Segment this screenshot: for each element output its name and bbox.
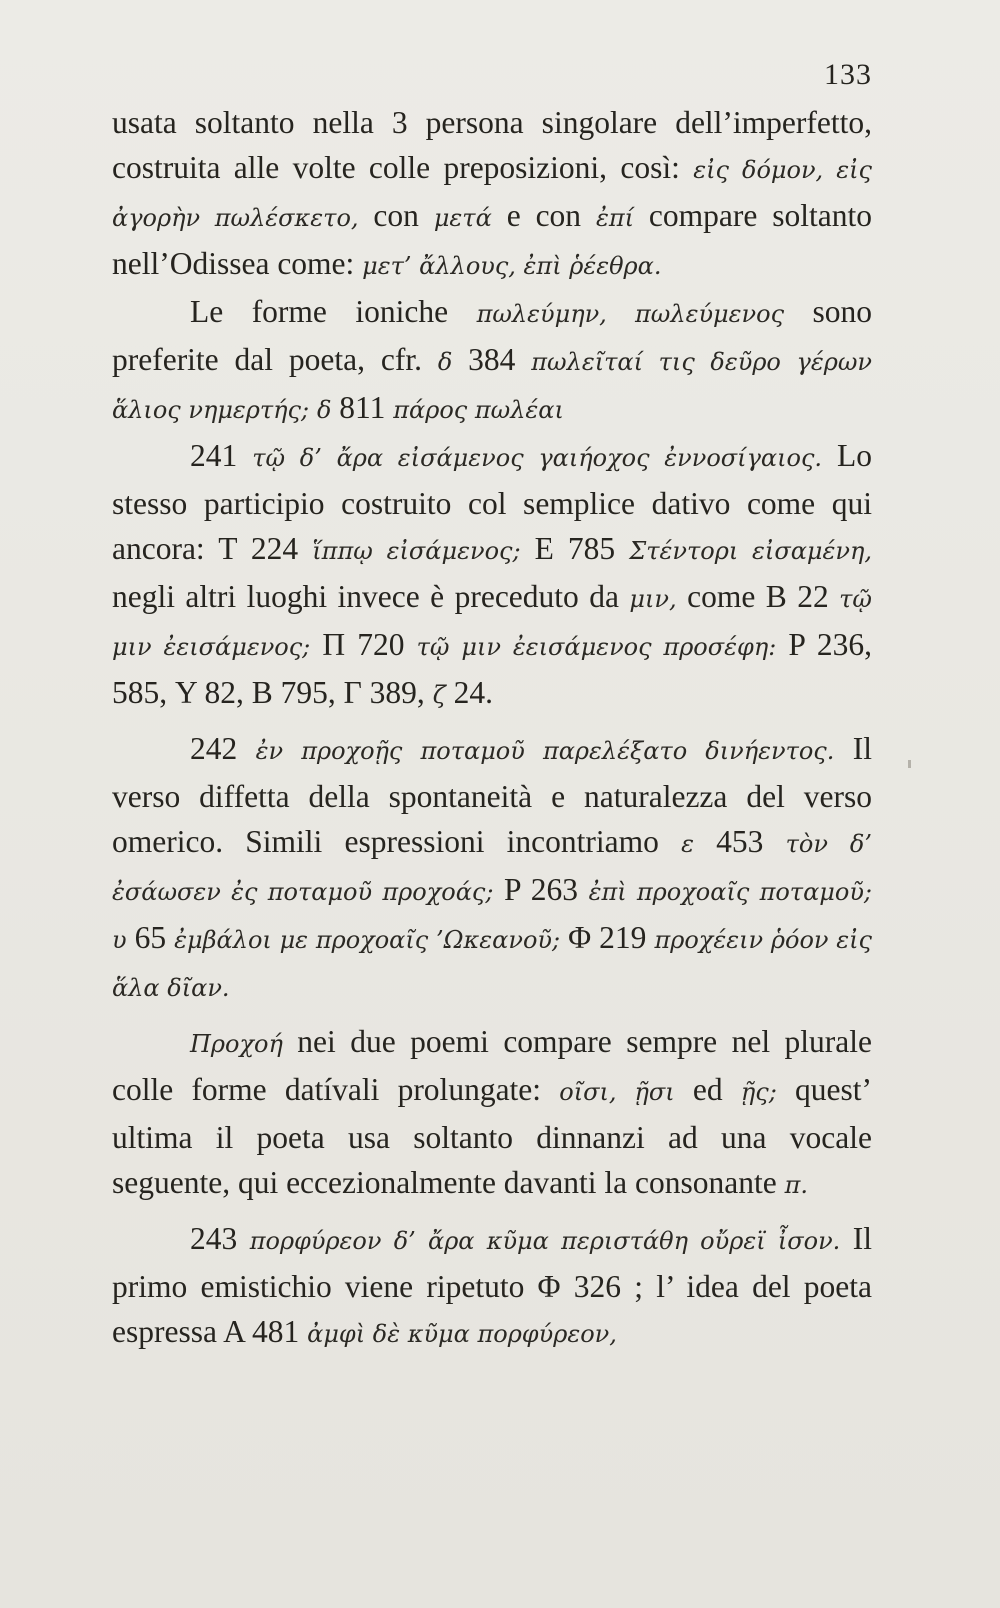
greek-quote: πωλεύμην, πωλεύμενος — [476, 300, 785, 328]
greek-quote: ζ — [432, 681, 446, 709]
text-run: P 263 — [493, 872, 589, 907]
greek-quote: εἰς δόμον, εἰς ἀγορὴν πωλέσκετο, — [112, 156, 872, 232]
text-run: compare soltanto nell’Odissea come: — [112, 198, 873, 281]
text-run: 384 — [452, 342, 532, 377]
text-run: quest’ ultima il poeta usa soltanto dinnanzi ad una vocale seguente, qui eccezionalmente davanti la consonante — [112, 1072, 873, 1200]
text-run: Il primo emistichio viene ripetuto Φ 326 ; l’ idea del poeta espressa A 481 — [112, 1221, 873, 1349]
text-run: e con — [491, 198, 596, 233]
greek-quote: οῖσι, ῇσι — [559, 1078, 675, 1106]
text-run: 241 — [190, 438, 253, 473]
text-run: nei due poemi compare sempre nel plurale colle forme datívali prolungate: — [112, 1024, 872, 1107]
text-run: usata soltanto nella 3 persona singolare dell’imperfetto, costruita alle volte colle preposizioni, così: — [112, 105, 872, 185]
greek-quote: μετά — [433, 204, 492, 232]
greek-quote: Προχοή — [190, 1030, 283, 1058]
greek-quote: ἐπί — [595, 204, 635, 232]
greek-quote: ἐν προχοῇς ποταμοῦ παρελέξατο δινήεντος. — [255, 737, 835, 765]
greek-quote: υ — [112, 926, 127, 954]
paragraph-1 — [112, 100, 872, 289]
greek-quote: προχέειν ῥόον εἰς ἅλα δῖαν. — [112, 926, 873, 1002]
text-run: E 785 — [520, 531, 630, 566]
greek-quote: ἀμφὶ δὲ κῦμα πορφύρεον, — [307, 1320, 617, 1348]
text-run: 453 — [693, 824, 786, 859]
greek-quote: μιν, — [629, 585, 677, 613]
text-run: sono preferite dal poeta, cfr. — [112, 294, 872, 377]
greek-quote: π. — [784, 1171, 808, 1199]
greek-quote: δ — [437, 348, 453, 376]
greek-quote: πάρος πωλέαι — [393, 396, 564, 424]
text-run: Lo stesso participio costruito col semplice dativo come qui ancora: T 224 — [112, 438, 873, 566]
paragraph-3 — [112, 433, 872, 718]
greek-quote: πωλεῖταί τις δεῦρο γέρων ἅλιος νημερτής; — [112, 348, 872, 424]
greek-quote: ἵππῳ εἰσάμενος; — [312, 537, 521, 565]
text-run: P 236, 585, Υ 82, B 795, Γ 389, — [112, 627, 872, 710]
ink-speck — [908, 760, 911, 768]
greek-quote: μετ’ ἄλλους, ἐπὶ ῥέεθρα. — [362, 252, 662, 280]
paragraph-4 — [112, 726, 872, 1011]
paragraph-5 — [112, 1019, 872, 1208]
text-run: negli altri luoghi invece è preceduto da — [112, 579, 630, 614]
greek-quote: ἐμβάλοι με προχοαῖς ’Ωκεανοῦ; — [174, 926, 561, 954]
greek-quote: πορφύρεον δ’ ἄρα κῦμα περιστάθη οὔρεϊ ἶσον. — [249, 1227, 841, 1255]
greek-quote: τῷ μιν ἐεισάμενος προσέφη: — [416, 633, 777, 661]
page-number: 133 — [824, 58, 872, 91]
text-run: Φ 219 — [560, 920, 655, 955]
greek-quote: ἐπὶ προχοαῖς ποταμοῦ; — [588, 878, 872, 906]
greek-quote: Στέντορι εἰσαμένη, — [629, 537, 873, 565]
greek-quote: δ — [316, 396, 332, 424]
commentary-text — [112, 100, 872, 1357]
paragraph-6 — [112, 1216, 872, 1357]
text-run: ed — [674, 1072, 741, 1107]
greek-quote: ε — [681, 830, 694, 858]
text-run: come B 22 — [676, 579, 840, 614]
paragraph-2 — [112, 289, 872, 433]
text-run: Π 720 — [310, 627, 417, 662]
greek-quote: τῷ δ’ ἄρα εἰσάμενος γαιήοχος ἐννοσίγαιος. — [252, 444, 823, 472]
text-run: 242 — [190, 731, 256, 766]
text-run: Le forme ioniche — [190, 294, 477, 329]
greek-quote: τὸν δ’ ἐσάωσεν ἐς ποταμοῦ προχοάς; — [112, 830, 872, 906]
greek-quote: ῇς; — [740, 1078, 777, 1106]
text-run: 65 — [126, 920, 175, 955]
text-run: con — [358, 198, 434, 233]
text-run: Il verso diffetta della spontaneità e naturalezza del verso omerico. Simili espressioni incontriamo — [112, 731, 873, 859]
text-run: 811 — [331, 390, 394, 425]
text-run: 24. — [445, 675, 493, 710]
text-run: 243 — [190, 1221, 250, 1256]
greek-quote: τῷ μιν ἐεισάμενος; — [112, 585, 872, 661]
